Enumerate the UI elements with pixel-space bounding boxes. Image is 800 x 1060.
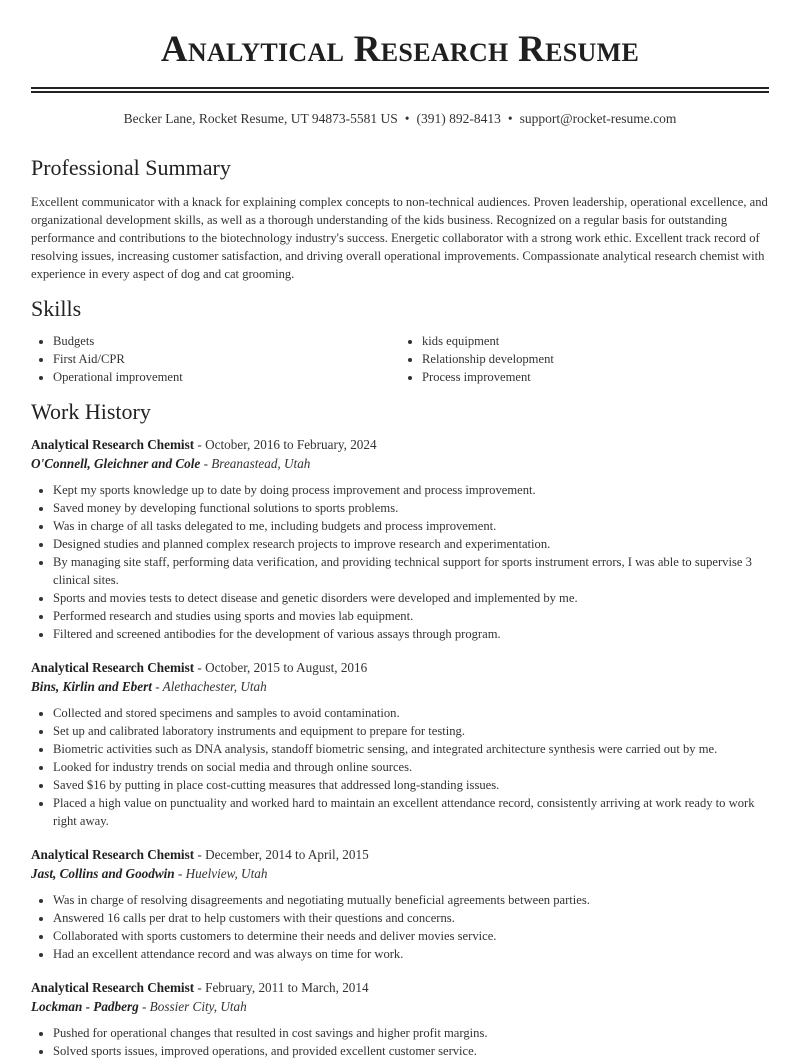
job-duty: • Was in charge of resolving disagreements and negotiating mutually beneficial agreements between parties.: [53, 891, 769, 909]
job-duty: • Saved money by developing functional solutions to sports problems.: [53, 499, 769, 517]
contact-phone: (391) 892-8413: [416, 111, 501, 126]
job-duty: • Saved $16 by putting in place cost-cutting measures that addressed long-standing issues.: [53, 776, 769, 794]
job-duty: • By managing site staff, performing data verification, and providing technical support for sports instrument errors, I was able to supervise 3 clinical sites.: [53, 553, 769, 589]
company-name: Lockman - Padberg: [31, 999, 139, 1014]
job-duties: [31, 481, 769, 643]
skills-column-left: [31, 332, 400, 386]
job-duty: • Pushed for operational changes that resulted in cost savings and higher profit margins.: [53, 1024, 769, 1042]
job-duty: • Answered 16 calls per drat to help customers with their questions and concerns.: [53, 909, 769, 927]
job-dates: - February, 2011 to March, 2014: [194, 980, 369, 995]
company-line: [31, 997, 769, 1017]
job-title-line: [31, 845, 769, 864]
skill-item: • First Aid/CPR: [53, 350, 400, 368]
skills-column-right: [400, 332, 769, 386]
job-dates: - October, 2016 to February, 2024: [194, 437, 377, 452]
job-title-line: [31, 978, 769, 997]
skills-grid: [31, 332, 769, 386]
skill-item: • Process improvement: [422, 368, 769, 386]
job-title: Analytical Research Chemist: [31, 437, 195, 452]
company-location: - Huelview, Utah: [174, 866, 268, 881]
contact-line: [31, 111, 769, 127]
job-title: Analytical Research Chemist: [31, 847, 195, 862]
job-duty: • Biometric activities such as DNA analysis, standoff biometric sensing, and integrated architecture synthesis were carried out by me.: [53, 740, 769, 758]
skill-item: • kids equipment: [422, 332, 769, 350]
company-name: Bins, Kirlin and Ebert: [31, 679, 152, 694]
job-duty: • Set up and calibrated laboratory instruments and equipment to prepare for testing.: [53, 722, 769, 740]
job-duties: [31, 1024, 769, 1060]
company-name: O'Connell, Gleichner and Cole: [31, 456, 201, 471]
job-duty: • Kept my sports knowledge up to date by doing process improvement and process improvement.: [53, 481, 769, 499]
skill-item: • Operational improvement: [53, 368, 400, 386]
job-duty: • Sports and movies tests to detect disease and genetic disorders were developed and implemented by me.: [53, 589, 769, 607]
job-title-line: [31, 435, 769, 454]
section-heading-summary: Professional Summary: [31, 155, 231, 180]
skills-section: [31, 296, 769, 386]
job-entry: [31, 978, 769, 1060]
company-name: Jast, Collins and Goodwin: [31, 866, 175, 881]
job-duty: • Filtered and screened antibodies for the development of various assays through program.: [53, 625, 769, 643]
job-duty: • Collected and stored specimens and samples to avoid contamination.: [53, 704, 769, 722]
section-heading-skills: Skills: [31, 296, 82, 321]
skill-item: • Relationship development: [422, 350, 769, 368]
job-entry: [31, 435, 769, 643]
job-title-line: [31, 658, 769, 677]
job-duty: • Was in charge of all tasks delegated to me, including budgets and process improvement.: [53, 517, 769, 535]
contact-separator: •: [507, 111, 513, 126]
job-duties: [31, 891, 769, 963]
skill-item: • Budgets: [53, 332, 400, 350]
work-history-section: [31, 399, 769, 1060]
contact-address: Becker Lane, Rocket Resume, UT 94873-5581 US: [123, 111, 398, 126]
summary-text: Excellent communicator with a knack for explaining complex concepts to non-technical audiences. Proven leadership, operational excellence, and organizational development skills, as well as a thorough understanding of the kids business. Recognized on a regular basis for outstanding performance and contributions to the biotechnology industry's success. Energetic collaborator with a strong work ethic. Excellent track record of resolving issues, increasing customer satisfaction, and driving overall operational improvements. Compassionate analytical research chemist with experience in every aspect of dog and cat grooming.: [31, 195, 768, 281]
job-duty: • Performed research and studies using sports and movies lab equipment.: [53, 607, 769, 625]
job-title: Analytical Research Chemist: [31, 660, 195, 675]
company-location: - Alethachester, Utah: [151, 679, 267, 694]
resume-title: Analytical Research Resume: [160, 29, 640, 70]
job-duty: • Solved sports issues, improved operations, and provided excellent customer service.: [53, 1042, 769, 1060]
company-line: [31, 454, 769, 474]
job-duty: • Placed a high value on punctuality and worked hard to maintain an excellent attendance record, consistently arriving at work ready to work right away.: [53, 794, 769, 830]
company-line: [31, 864, 769, 884]
job-duty: • Designed studies and planned complex research projects to improve research and experimentation.: [53, 535, 769, 553]
contact-separator: •: [404, 111, 410, 126]
job-duty: • Had an excellent attendance record and was always on time for work.: [53, 945, 769, 963]
job-duty: • Collaborated with sports customers to determine their needs and deliver movies service.: [53, 927, 769, 945]
job-dates: - October, 2015 to August, 2016: [194, 660, 368, 675]
job-entry: [31, 845, 769, 963]
job-duties: [31, 704, 769, 830]
title-divider: [31, 87, 769, 93]
job-dates: - December, 2014 to April, 2015: [194, 847, 369, 862]
professional-summary-section: [31, 155, 769, 283]
job-entry: [31, 658, 769, 830]
company-line: [31, 677, 769, 697]
company-location: - Bossier City, Utah: [138, 999, 247, 1014]
job-title: Analytical Research Chemist: [31, 980, 195, 995]
job-duty: • Looked for industry trends on social media and through online sources.: [53, 758, 769, 776]
company-location: - Breanastead, Utah: [200, 456, 311, 471]
contact-email[interactable]: support@rocket-resume.com: [519, 111, 677, 126]
section-heading-work: Work History: [31, 399, 151, 424]
